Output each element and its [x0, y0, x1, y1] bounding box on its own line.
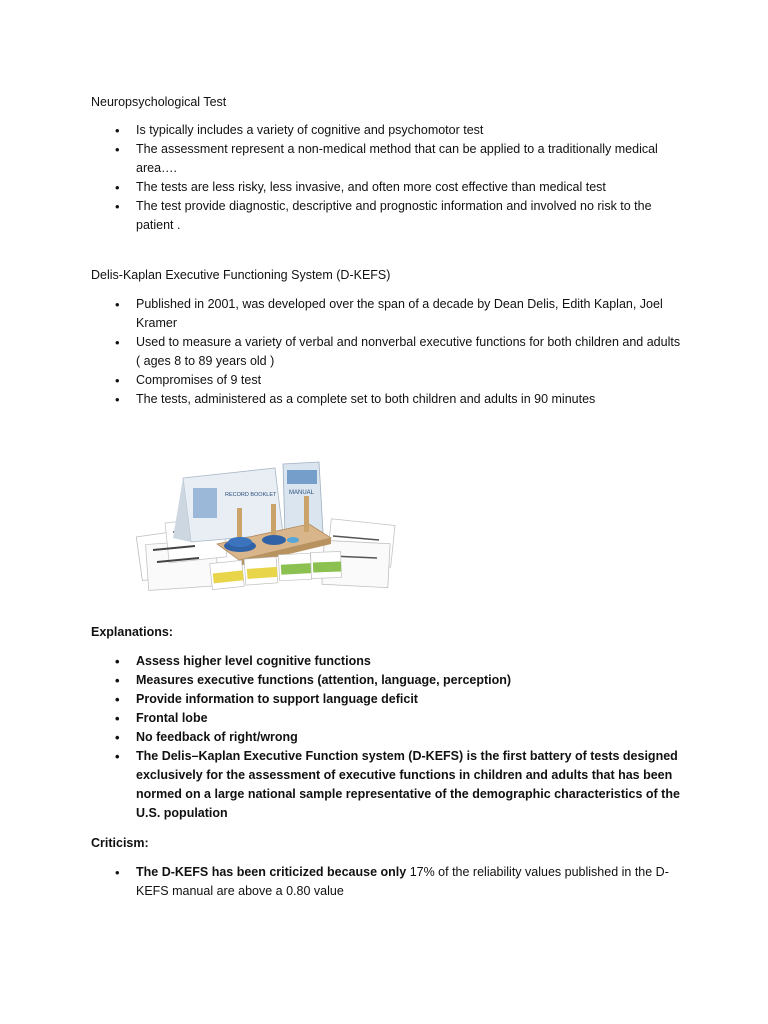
- heading-dkefs: Delis-Kaplan Executive Functioning System (D-KEFS): [91, 268, 391, 282]
- list-item: • Assess higher level cognitive functions: [91, 652, 681, 671]
- bullet-list-dkefs: [91, 295, 681, 409]
- list-item: • The assessment represent a non-medical method that can be applied to a traditionally medical area….: [91, 140, 681, 178]
- list-item: • Is typically includes a variety of cognitive and psychomotor test: [91, 121, 681, 140]
- booklet-title: RECORD BOOKLET: [225, 492, 277, 498]
- bullet-list-explanations: [91, 652, 681, 823]
- section-neuropsychological-test: [91, 93, 681, 235]
- list-item: • Published in 2001, was developed over the span of a decade by Dean Delis, Edith Kaplan, Joel Kramer: [91, 295, 681, 333]
- list-item: • The tests, administered as a complete set to both children and adults in 90 minutes: [91, 390, 681, 409]
- heading-explanations: Explanations:: [91, 625, 173, 639]
- list-item: • Used to measure a variety of verbal and nonverbal executive functions for both children and adults ( ages 8 to 89 years old ): [91, 333, 681, 371]
- list-item: • Compromises of 9 test: [91, 371, 681, 390]
- criticism-text-bold: The D-KEFS has been criticized because only: [136, 865, 407, 879]
- bullet-list-criticism: [91, 863, 681, 901]
- section-dkefs: [91, 266, 681, 409]
- heading-neuropsychological-test: Neuropsychological Test: [91, 95, 227, 109]
- section-criticism: [91, 834, 681, 901]
- record-booklet: [173, 468, 283, 542]
- list-item: • No feedback of right/wrong: [91, 728, 681, 747]
- list-item: • The Delis–Kaplan Executive Function system (D-KEFS) is the first battery of tests designed exclusively for the assessment of executive functions in children and adults that has been normed on a large national sample representative of the demographic characteristics of the U.S. population: [91, 747, 681, 823]
- dkefs-kit-illustration: [133, 458, 397, 602]
- list-item: [91, 863, 681, 901]
- heading-criticism: Criticism:: [91, 836, 149, 850]
- bullet-list-neuro: [91, 121, 681, 235]
- list-item: • Frontal lobe: [91, 709, 681, 728]
- list-item: • Measures executive functions (attention, language, perception): [91, 671, 681, 690]
- list-item: • Provide information to support language deficit: [91, 690, 681, 709]
- criticism-text: 17% of the reliability values published in the D-KEFS manual are above a 0.80 value: [136, 865, 669, 898]
- manual-title: MANUAL: [289, 490, 315, 496]
- section-explanations: [91, 623, 681, 823]
- list-item: • The tests are less risky, less invasive, and often more cost effective than medical test: [91, 178, 681, 197]
- list-item: • The test provide diagnostic, descriptive and prognostic information and involved no risk to the patient .: [91, 197, 681, 235]
